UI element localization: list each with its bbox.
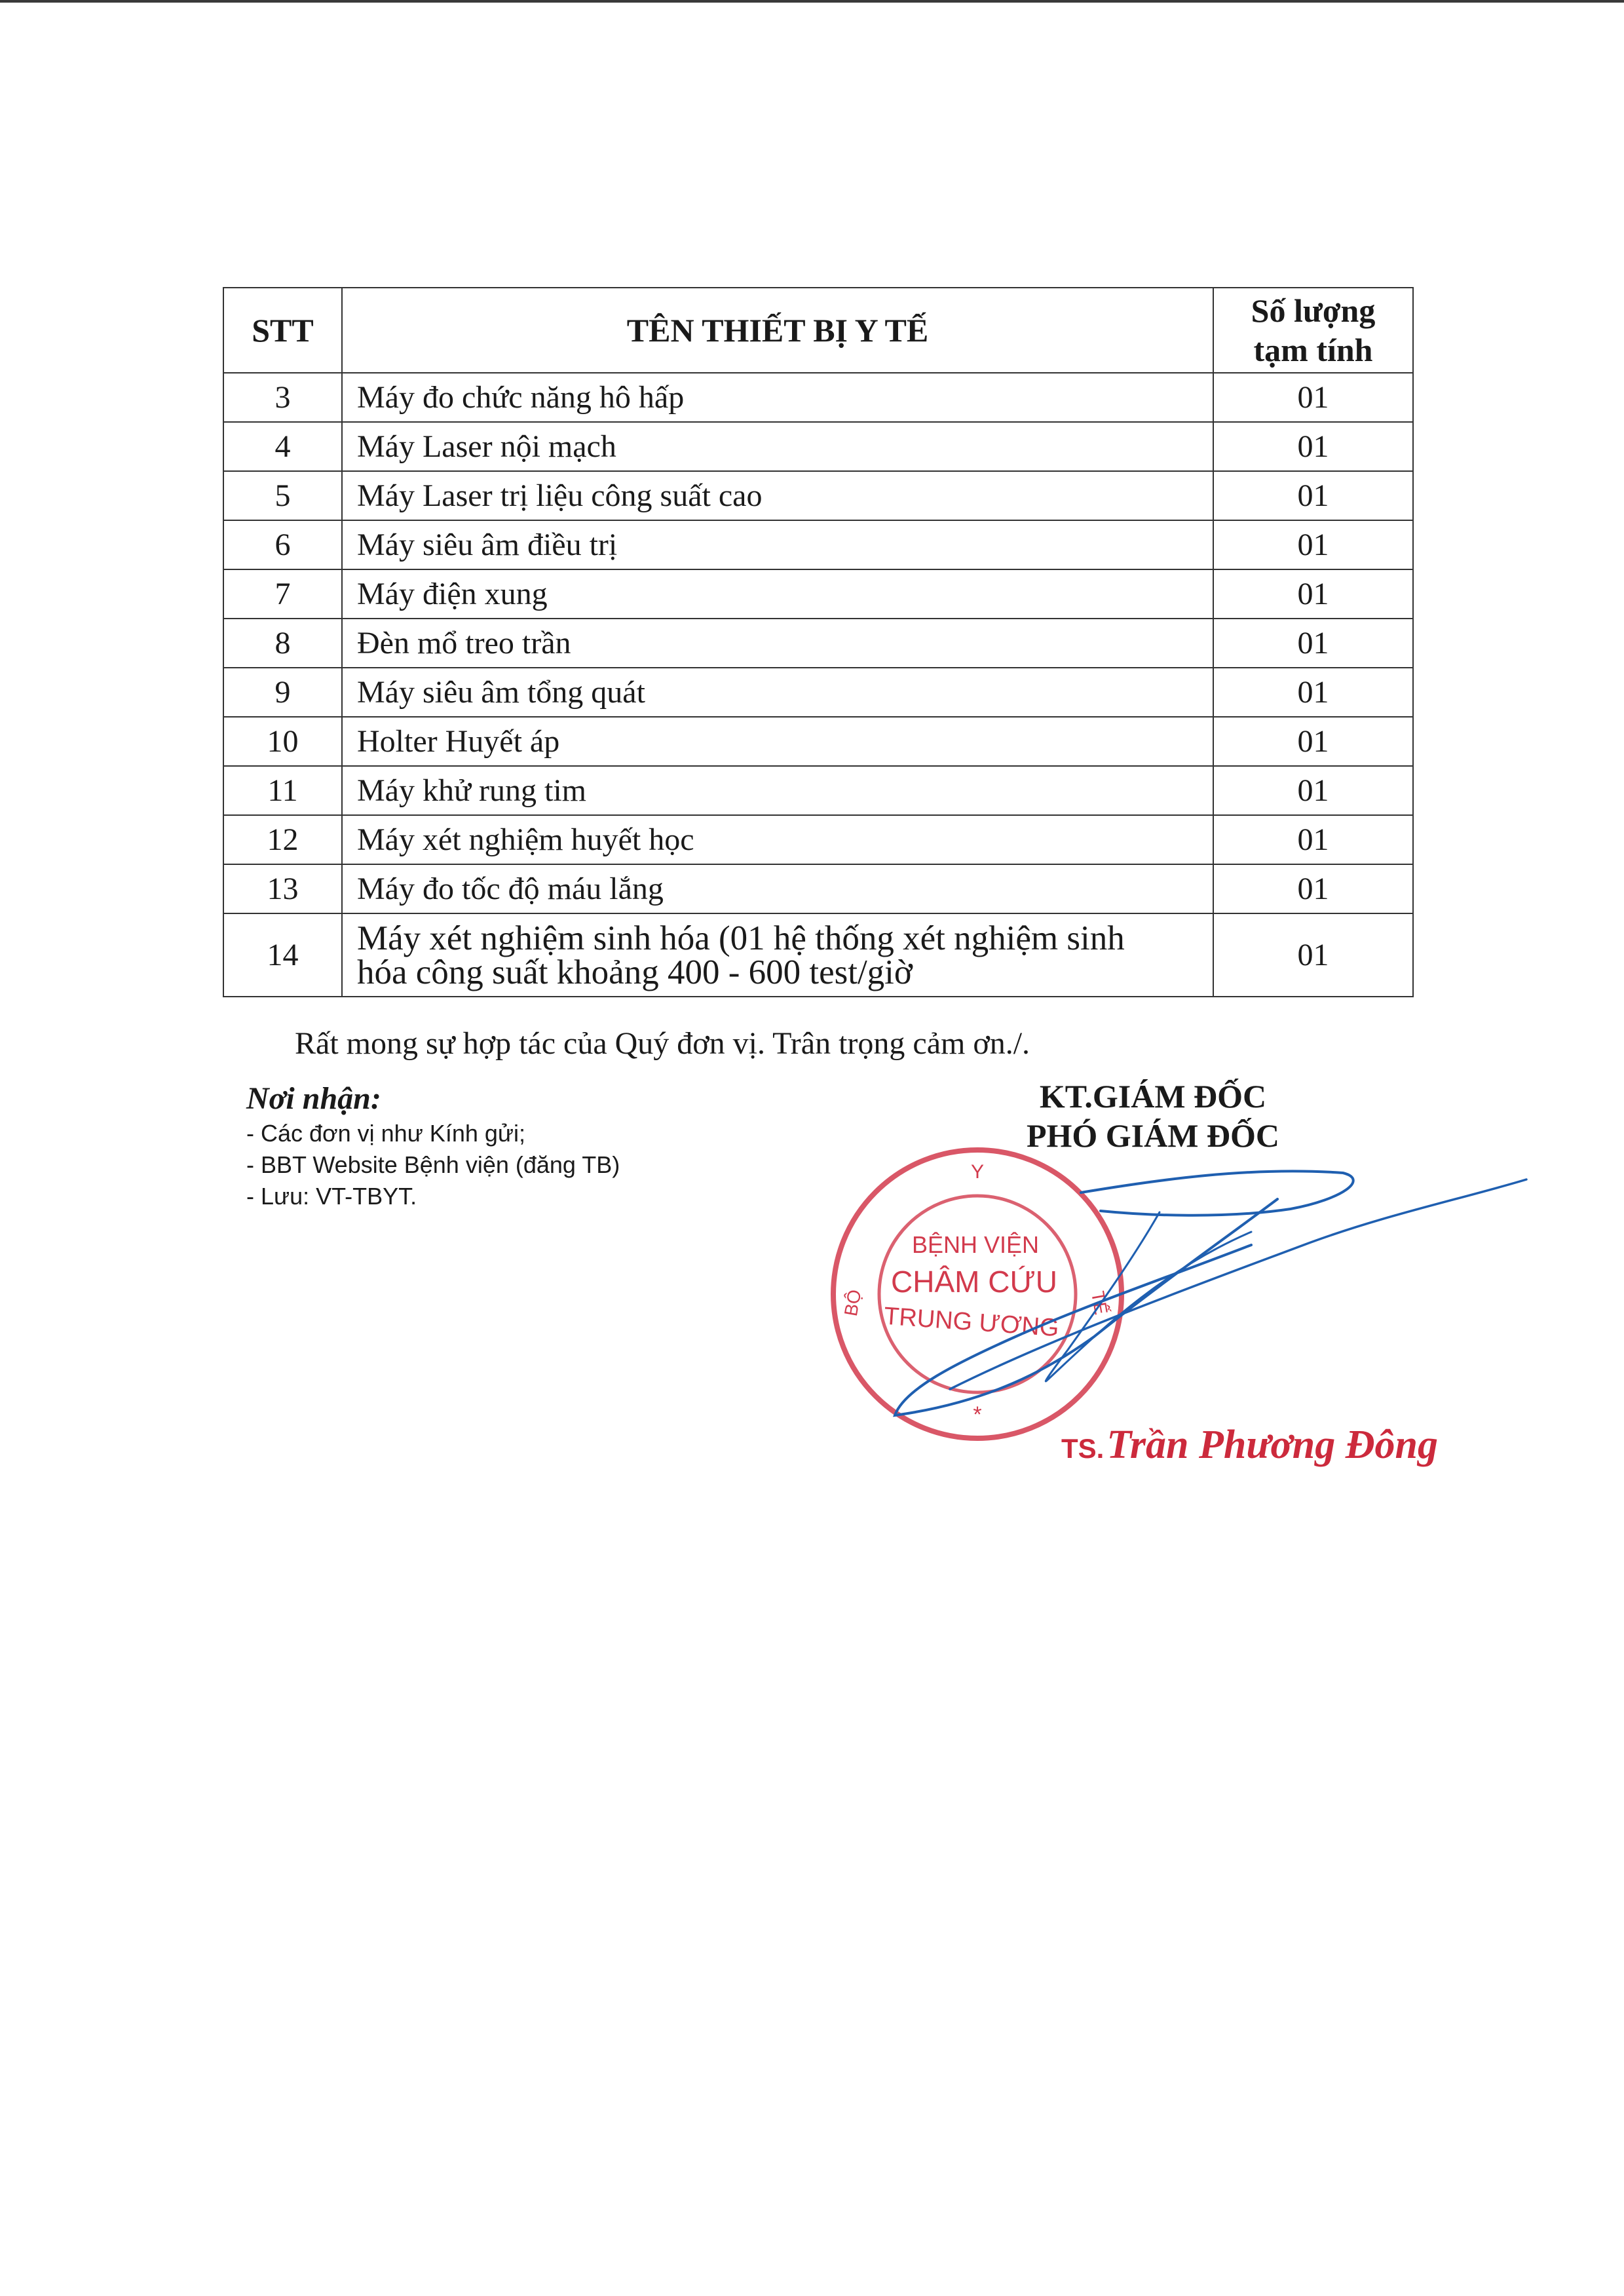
row-equipment-name: Máy siêu âm tổng quát bbox=[342, 668, 1213, 717]
row-equipment-name: Máy khử rung tim bbox=[342, 766, 1213, 815]
handwritten-signature bbox=[884, 1153, 1539, 1442]
row-quantity: 01 bbox=[1213, 717, 1413, 766]
row-quantity: 01 bbox=[1213, 373, 1413, 422]
row-stt: 14 bbox=[223, 913, 342, 997]
svg-text:*: * bbox=[973, 1402, 982, 1427]
row-stt: 6 bbox=[223, 520, 342, 569]
header-stt: STT bbox=[223, 288, 342, 373]
row-equipment-name: Máy điện xung bbox=[342, 569, 1213, 619]
recipient-line: - Lưu: VT-TBYT. bbox=[246, 1183, 417, 1210]
table-row bbox=[223, 717, 1413, 766]
row-equipment-name: Máy đo chức năng hô hấp bbox=[342, 373, 1213, 422]
signer-honorific: TS. bbox=[1061, 1433, 1105, 1464]
signer-person-name: Trần Phương Đông bbox=[1106, 1423, 1439, 1467]
stamp-line2: CHÂM CỨU bbox=[891, 1265, 1057, 1299]
row-quantity: 01 bbox=[1213, 520, 1413, 569]
row-quantity: 01 bbox=[1213, 619, 1413, 668]
row-quantity: 01 bbox=[1213, 422, 1413, 471]
row-stt: 13 bbox=[223, 864, 342, 913]
header-quantity bbox=[1213, 288, 1413, 373]
row-equipment-name: Đèn mổ treo trần bbox=[342, 619, 1213, 668]
stamp-line1: BỆNH VIỆN bbox=[911, 1231, 1040, 1258]
row-quantity: 01 bbox=[1213, 815, 1413, 864]
recipient-line: - BBT Website Bệnh viện (đăng TB) bbox=[246, 1151, 620, 1178]
row-quantity: 01 bbox=[1213, 913, 1413, 997]
table-row bbox=[223, 766, 1413, 815]
stamp-line3: TRUNG ƯƠNG bbox=[882, 1302, 1060, 1343]
table-row bbox=[223, 815, 1413, 864]
row-equipment-name: Máy siêu âm điều trị bbox=[342, 520, 1213, 569]
row-quantity: 01 bbox=[1213, 766, 1413, 815]
row-stt: 10 bbox=[223, 717, 342, 766]
row-quantity: 01 bbox=[1213, 668, 1413, 717]
svg-text:Y: Y bbox=[970, 1161, 985, 1183]
signer-title-line2: PHÓ GIÁM ĐỐC bbox=[1026, 1117, 1280, 1154]
signer-title-line1: KT.GIÁM ĐỐC bbox=[1039, 1078, 1267, 1115]
row-quantity: 01 bbox=[1213, 569, 1413, 619]
table-row bbox=[223, 619, 1413, 668]
table-row bbox=[223, 913, 1413, 997]
svg-text:TẾ: TẾ bbox=[1087, 1290, 1112, 1316]
row-equipment-name-line2: hóa công suất khoảng 400 - 600 test/giờ bbox=[357, 953, 913, 991]
table-row bbox=[223, 373, 1413, 422]
row-equipment-name bbox=[342, 913, 1213, 997]
header-quantity-line2: tạm tính bbox=[1253, 332, 1373, 368]
row-stt: 12 bbox=[223, 815, 342, 864]
closing-sentence: Rất mong sự hợp tác của Quý đơn vị. Trân trọng cảm ơn./. bbox=[295, 1026, 1030, 1061]
row-quantity: 01 bbox=[1213, 864, 1413, 913]
signer-name bbox=[1061, 1422, 1438, 1468]
row-stt: 9 bbox=[223, 668, 342, 717]
header-equipment-name: TÊN THIẾT BỊ Y TẾ bbox=[342, 288, 1213, 373]
page-top-edge bbox=[0, 0, 1624, 3]
row-stt: 8 bbox=[223, 619, 342, 668]
table-row bbox=[223, 422, 1413, 471]
row-stt: 7 bbox=[223, 569, 342, 619]
row-stt: 11 bbox=[223, 766, 342, 815]
row-equipment-name: Máy Laser trị liệu công suất cao bbox=[342, 471, 1213, 520]
table-row bbox=[223, 569, 1413, 619]
table-row bbox=[223, 520, 1413, 569]
table-header bbox=[223, 288, 1413, 373]
row-equipment-name: Máy xét nghiệm huyết học bbox=[342, 815, 1213, 864]
row-equipment-name: Máy đo tốc độ máu lắng bbox=[342, 864, 1213, 913]
table-row bbox=[223, 668, 1413, 717]
table-row bbox=[223, 864, 1413, 913]
header-quantity-line1: Số lượng bbox=[1251, 292, 1376, 329]
row-quantity: 01 bbox=[1213, 471, 1413, 520]
table-row bbox=[223, 471, 1413, 520]
table-body bbox=[223, 373, 1413, 997]
recipients-block bbox=[246, 1080, 620, 1212]
row-stt: 5 bbox=[223, 471, 342, 520]
row-stt: 4 bbox=[223, 422, 342, 471]
row-equipment-name-line1: Máy xét nghiệm sinh hóa (01 hệ thống xét nghiệm sinh bbox=[357, 919, 1125, 957]
recipient-line: - Các đơn vị như Kính gửi; bbox=[246, 1120, 525, 1147]
row-equipment-name: Máy Laser nội mạch bbox=[342, 422, 1213, 471]
table-header-row bbox=[223, 288, 1413, 373]
equipment-table bbox=[223, 287, 1414, 997]
row-equipment-name: Holter Huyết áp bbox=[342, 717, 1213, 766]
recipients-title: Nơi nhận: bbox=[246, 1081, 381, 1116]
row-stt: 3 bbox=[223, 373, 342, 422]
svg-text:BỘ: BỘ bbox=[840, 1288, 865, 1318]
